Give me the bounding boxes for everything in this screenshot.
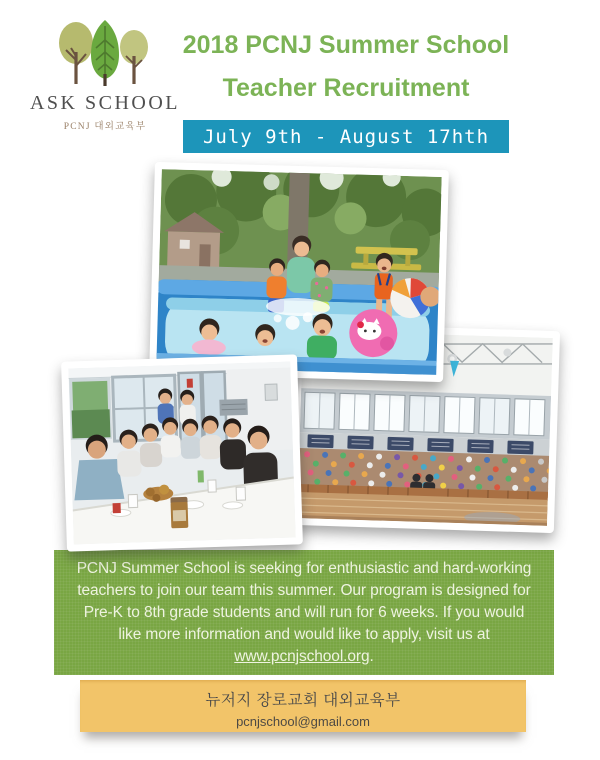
info-line-2: teachers to join our team this summer. Our program is designed for: [77, 582, 531, 599]
teachers-lunch-photo: [61, 354, 303, 551]
contact-box: [80, 680, 526, 732]
website-link-period: .: [369, 648, 374, 665]
info-line-3: Pre-K to 8th grade students and will run for 6 weeks. If you would: [83, 604, 525, 621]
page-title: [146, 30, 546, 103]
trees-logo-icon: [58, 16, 152, 90]
info-line-1: PCNJ Summer School is seeking for enthusiastic and hard-working: [76, 560, 532, 577]
logo-department: PCNJ 대외교육부: [63, 122, 147, 132]
lunch-photo-illustration: [68, 362, 295, 545]
title-line-1: 2018 PCNJ Summer School: [182, 31, 510, 59]
website-link[interactable]: www.pcnjschool.org: [234, 648, 370, 665]
info-line-5: [54, 646, 554, 668]
title-line-2: Teacher Recruitment: [222, 74, 470, 102]
logo-school-name: ASK SCHOOL: [29, 92, 181, 114]
pool-photo-illustration: [156, 169, 441, 375]
contact-email[interactable]: pcnjschool@gmail.com: [236, 714, 370, 729]
date-banner: [183, 120, 509, 153]
date-range-text: July 9th - August 17hth: [202, 125, 490, 148]
info-box: [54, 550, 554, 675]
organization-name: 뉴저지 장로교회 대외교육부: [205, 692, 401, 709]
info-line-4: like more information and would like to apply, visit us at: [118, 626, 490, 643]
pool-photo: [149, 162, 449, 382]
